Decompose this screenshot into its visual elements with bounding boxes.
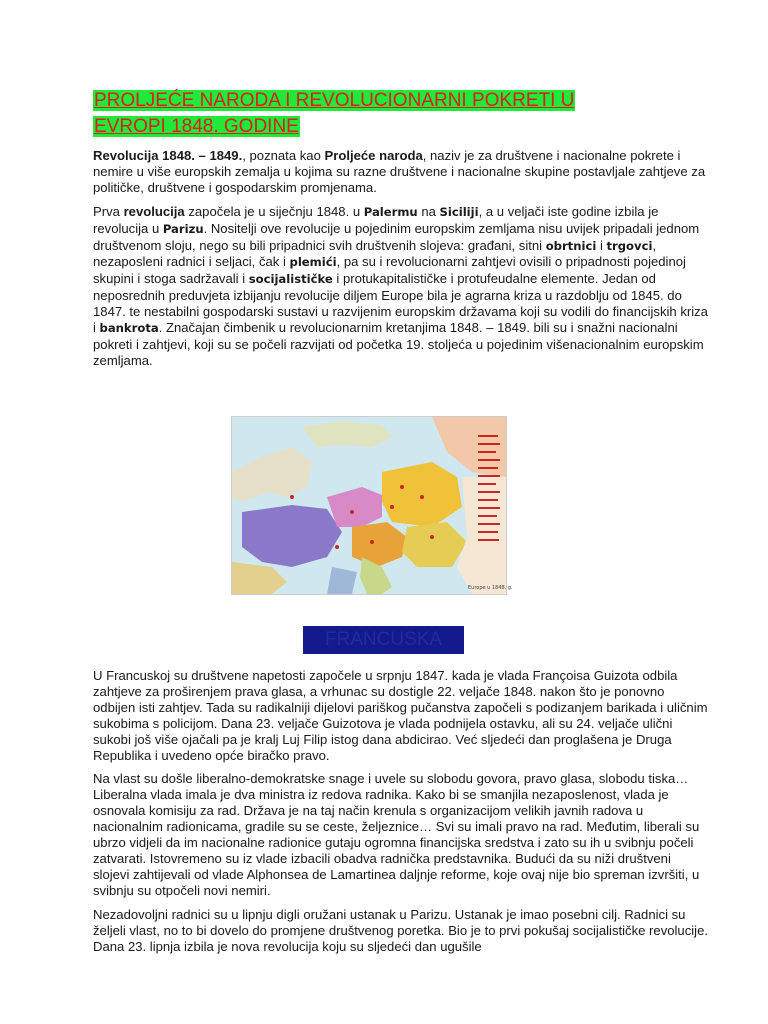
link-term: Siciliji (439, 204, 479, 219)
paragraph-francuska-2: Na vlast su došle liberalno-demokratske snage i uvele su slobodu govora, pravo glasa, slobodu tiska… Liberalna vlada imala je dva ministra iz redova radnika. Kako bi se smanjila nezaposlenost, vlada je osnovala komisiju za rad. Država je na taj način krenula s organizacijom velikih javnih radova u nacionalnim radionicama, gradile su se ceste, željeznice… Svi su imali pravo na rad. Međutim, liberali su ubrzo vidjeli da im nacionalne radionice gutaju ogromna financijska sredstva i zato su ih u svibnju počeli zatvarati. Istovremeno su iz vlade izbacili obadva radnička predstavnika. Budući da su niži društveni slojevi zahtijevali od vlade Alphonsea de Lamartinea daljnje reforme, koje ovaj nije bio spreman izvršiti, u svibnju su otpočeli novi nemiri. (93, 771, 700, 898)
link-term: trgovci (606, 238, 653, 253)
europe-1848-map (231, 416, 513, 595)
francuska-section (93, 668, 708, 962)
document-body (93, 88, 708, 377)
bold-term: Proljeće naroda (324, 148, 423, 163)
link-term: bankrota (99, 321, 159, 336)
link-term: socijalističke (248, 272, 333, 287)
link-term: plemići (289, 255, 337, 270)
link-term: Parizu (162, 221, 204, 236)
paragraph-francuska-3: Nezadovoljni radnici su u lipnju digli oružani ustanak u Parizu. Ustanak je imao posebni cilj. Radnici su željeli vlast, no to bi dovelo do promjene društvenog poretka. Bio je to prvi pokušaj socijalističke revolucije. Dana 23. lipnja izbila je nova revolucija koju su sljedeći dan ugušile (93, 906, 708, 954)
paragraph-francuska-1: U Francuskoj su društvene napetosti započele u srpnju 1847. kada je vlada Françoisa Guizota odbila zahtjeve za proširenjem prava glasa, a vrhunac su dostigle 22. veljače 1848. nakon što je ponovno odbijen isti zahtjev. Tada su radikalniji dijelovi pariškog pučanstva započeli s podizanjem barikada i uličnim sukobima s policijom. Dana 23. veljače Guizotova je vlada podnijela ostavku, ali su 24. veljače ulični sukobi još više ojačali pa je kralj Luj Filip istog dana abdicirao. Već sljedeći dan proglašena je Druga Republika i uvedeno opće biračko pravo. (93, 668, 708, 763)
document-title (93, 88, 708, 140)
title-line-1: PROLJEĆE NARODA I REVOLUCIONARNI POKRETI U (94, 90, 575, 111)
link-term: Palermu (363, 204, 418, 219)
bold-term: Revolucija 1848. – 1849. (93, 148, 243, 163)
title-line-2: EVROPI 1848. GODINE (94, 116, 299, 137)
section-heading-francuska: FRANCUSKA (303, 626, 464, 654)
map-image (232, 417, 513, 594)
paragraph-revolution: Prva revolucija započela je u siječnju 1848. u Palermu na Siciliji, a u veljači iste godine izbila je revolucija u Parizu. Nositelji ove revolucije u pojedinim europskim zemljama nisu uvijek pripadali jednom društvenom sloju, nego su bili pripadnici svih društvenih slojeva: građani, sitni obrtnici i trgovci, nezaposleni radnici i seljaci, čak i plemići, pa su i revolucionarni zahtjevi ovisili o pripadnosti pojedinoj skupini i stoga sadržavali i socijalističke i protukapitalističke i protufeudalne elemente. Jedan od neposrednih preduvjeta izbijanju revolucije diljem Europe bila je agrarna kriza u razdoblju od 1845. do 1847. te nestabilni gospodarski sustavi u razvijenim europskim državama koji su vodili do financijskih kriza i bankrota. Značajan čimbenik u revolucionarnim kretanjima 1848. – 1849. bili su i snažni nacionalni pokreti i zahtjevi, koji su se počeli razvijati od početka 19. stoljeća u pojedinim višenacionalnim europskim zemljama. (93, 203, 708, 368)
intro-paragraph: Revolucija 1848. – 1849., poznata kao Proljeće naroda, naziv je za društvene i nacionalne pokrete i nemire u više europskih zemalja u kojima su razne društvene i nacionalne skupine postavljale zahtjeve za političke, društvene i gospodarskim promjenama. (93, 148, 706, 195)
link-term: obrtnici (545, 238, 597, 253)
bold-term: revolucija (123, 203, 185, 219)
map-caption: Europe u 1848. g. (468, 585, 513, 591)
